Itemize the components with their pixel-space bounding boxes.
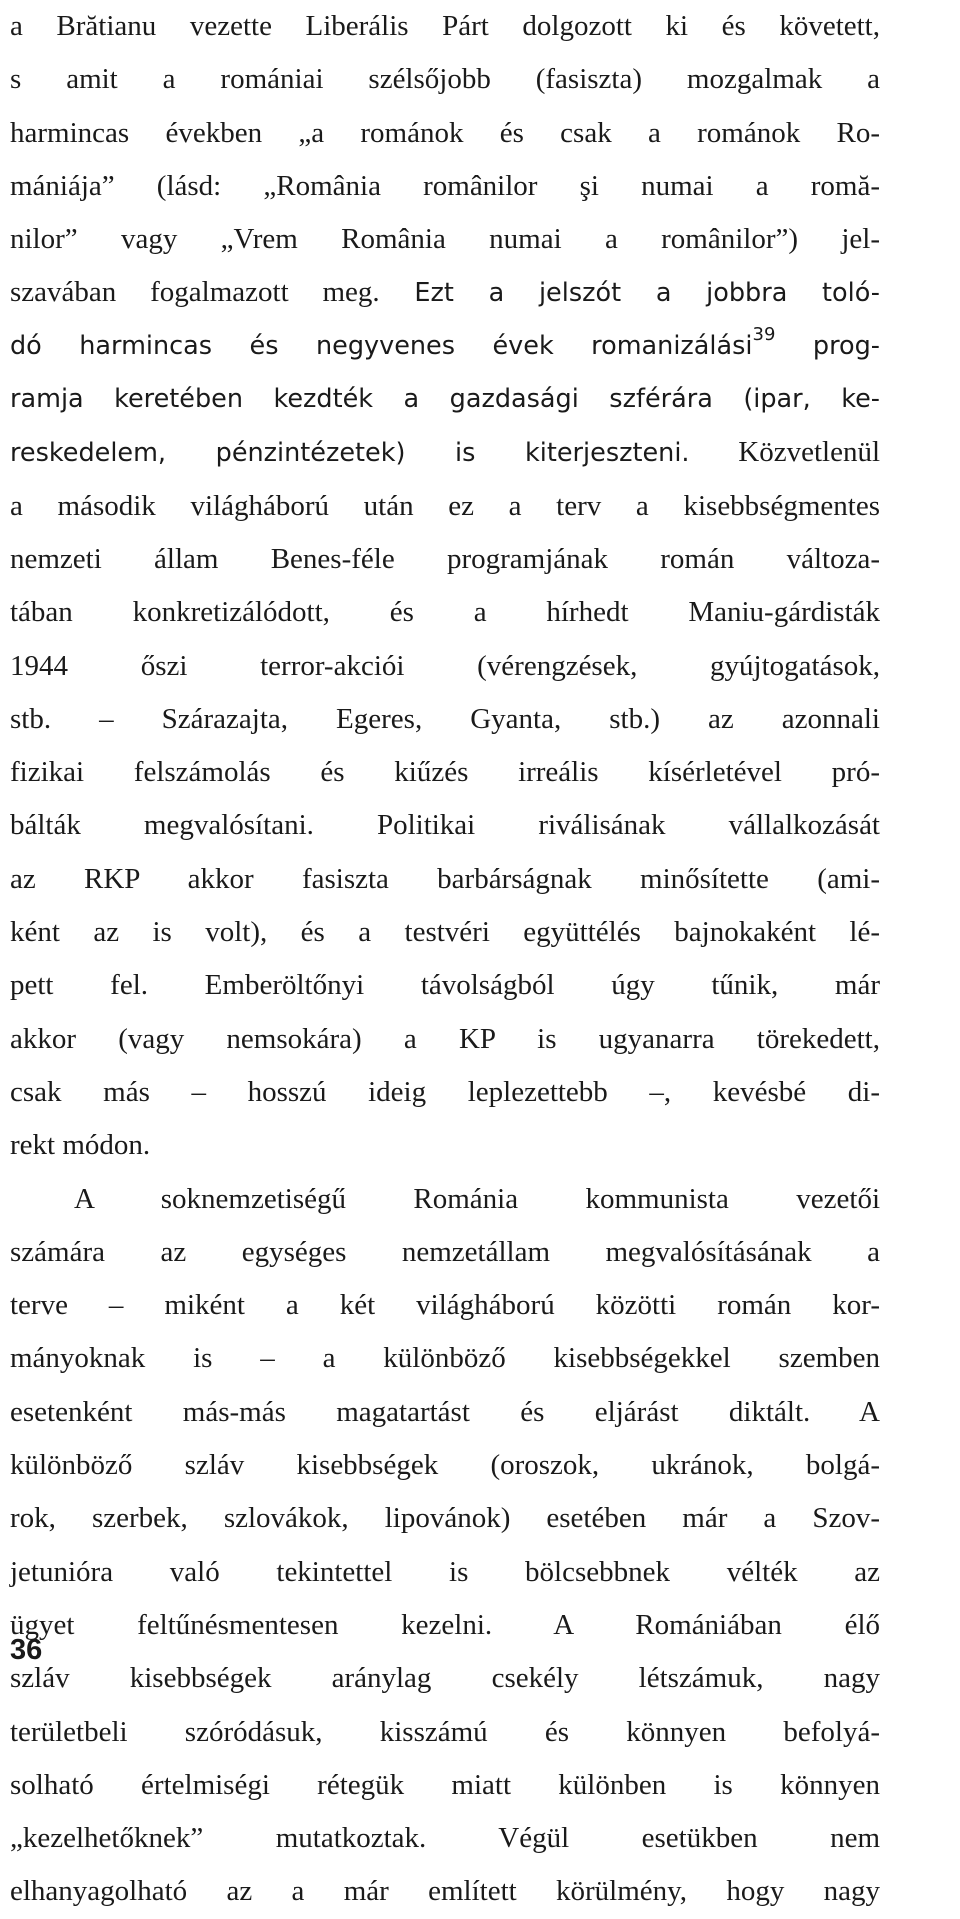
text-line-16: bálták megvalósítani. Politikai riválisának vállalkozását xyxy=(10,809,880,842)
text-line-10: a második világháború után ez a terv a kisebbségmentes xyxy=(10,489,880,522)
text-line-25: terve – miként a két világháború közötti román kor- xyxy=(10,1289,880,1322)
text-line-7-end: prog- xyxy=(775,330,880,361)
text-line-13: 1944 őszi terror-akciói (vérengzések, gyújtogatások, xyxy=(10,649,880,682)
text-line-2: s amit a romániai szélsőjobb (fasiszta) mozgalmak a xyxy=(10,63,880,96)
text-line-9-serif: Közvetlenül xyxy=(689,436,880,469)
text-line-8: ramja keretében kezdték a gazdasági szférára (ipar, ke- xyxy=(10,384,880,415)
text-line-4: mániája” (lásd: „România românilor şi numai a romă- xyxy=(10,169,880,202)
text-line-7 xyxy=(10,320,880,373)
text-line-30: jetunióra való tekintettel is bölcsebbnek vélték az xyxy=(10,1555,880,1588)
text-line-31: ügyet feltűnésmentesen kezelni. A Romániában élő xyxy=(10,1608,880,1641)
text-line-17: az RKP akkor fasiszta barbárságnak minősítette (ami- xyxy=(10,862,880,895)
text-line-35: „kezelhetőknek” mutatkoztak. Végül esetükben nem xyxy=(10,1822,880,1855)
text-line-34: solható értelmiségi rétegük miatt különben is könnyen xyxy=(10,1768,880,1801)
text-line-22: rekt módon. xyxy=(10,1129,151,1162)
text-line-21: csak más – hosszú ideig leplezettebb –, kevésbé di- xyxy=(10,1075,880,1108)
text-line-12: tában konkretizálódott, és a hírhedt Maniu-gárdisták xyxy=(10,596,880,629)
text-line-11: nemzeti állam Benes-féle programjának román változa- xyxy=(10,542,880,575)
text-line-3: harmincas években „a románok és csak a románok Ro- xyxy=(10,116,880,149)
text-line-9 xyxy=(10,426,880,479)
text-line-33: területbeli szóródásuk, kisszámú és könnyen befolyá- xyxy=(10,1715,880,1748)
text-line-20: akkor (vagy nemsokára) a KP is ugyanarra törekedett, xyxy=(10,1022,880,1055)
text-line-1: a Brătianu vezette Liberális Párt dolgozott ki és követett, xyxy=(10,10,880,42)
text-line-18: ként az is volt), és a testvéri együttélés bajnokaként lé- xyxy=(10,916,880,949)
text-line-32: szláv kisebbségek aránylag csekély létszámuk, nagy xyxy=(10,1662,880,1695)
text-line-15: fizikai felszámolás és kiűzés irreális kísérletével pró- xyxy=(10,756,880,789)
text-line-29: rok, szerbek, szlovákok, lipovánok) esetében már a Szov- xyxy=(10,1502,880,1535)
text-line-5: nilor” vagy „Vrem România numai a românilor”) jel- xyxy=(10,223,880,256)
text-line-6 xyxy=(10,266,880,319)
text-line-19: pett fel. Emberöltőnyi távolságból úgy tűnik, már xyxy=(10,969,880,1002)
text-line-36: elhanyagolható az a már említett körülmény, hogy nagy xyxy=(10,1875,880,1908)
page-number: 36 xyxy=(10,1634,43,1666)
text-line-26: mányoknak is – a különböző kisebbségekkel szemben xyxy=(10,1342,880,1375)
footnote-ref[interactable]: 39 xyxy=(752,323,776,345)
text-line-28: különböző szláv kisebbségek (oroszok, ukránok, bolgá- xyxy=(10,1449,880,1482)
text-line-9-sans: reskedelem, pénzintézetek) is kiterjeszteni. xyxy=(10,438,690,469)
text-line-23: A soknemzetiségű Románia kommunista vezetői xyxy=(74,1182,880,1215)
document-page xyxy=(10,0,880,1919)
text-line-6-serif: szavában fogalmazott meg. xyxy=(10,276,380,309)
text-line-27: esetenként más-más magatartást és eljárást diktált. A xyxy=(10,1395,880,1428)
text-line-24: számára az egységes nemzetállam megvalósításának a xyxy=(10,1235,880,1268)
text-line-6-sans: Ezt a jelszót a jobbra toló- xyxy=(379,278,881,309)
text-line-14: stb. – Szárazajta, Egeres, Gyanta, stb.) az azonnali xyxy=(10,702,880,735)
text-line-7-main: dó harmincas és negyvenes évek romanizálási xyxy=(10,330,753,361)
